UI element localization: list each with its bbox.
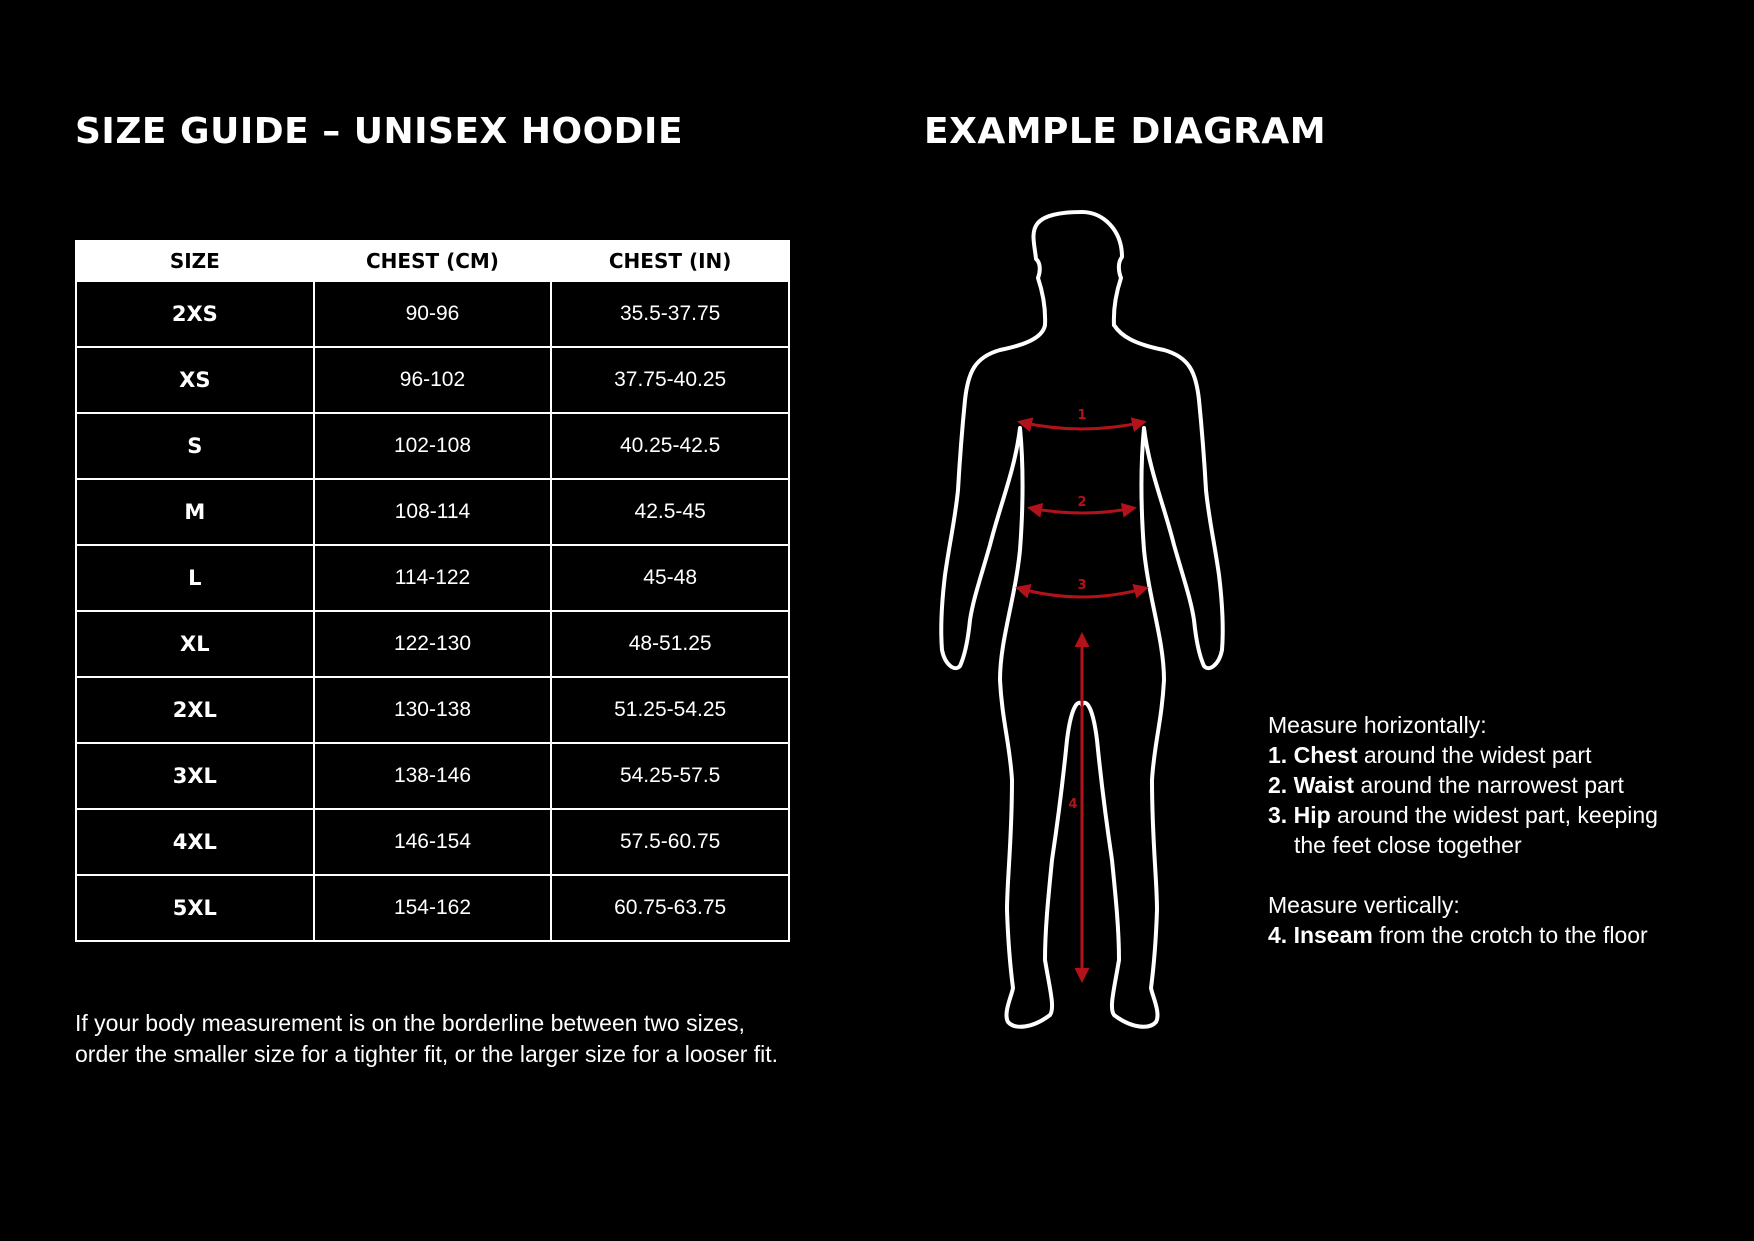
chest-cm-cell: 108-114 [314, 479, 552, 545]
diagram-title: EXAMPLE DIAGRAM [924, 111, 1327, 152]
chest-in-cell: 54.25-57.5 [551, 743, 789, 809]
chest-in-cell: 37.75-40.25 [551, 347, 789, 413]
instruction-hip-name: Hip [1293, 802, 1331, 828]
table-body [76, 281, 789, 941]
instruction-waist-name: Waist [1293, 772, 1355, 798]
body-measurement-diagram [920, 200, 1260, 1040]
chest-cm-cell: 90-96 [314, 281, 552, 347]
chest-cm-cell: 138-146 [314, 743, 552, 809]
chest-cm-cell: 114-122 [314, 545, 552, 611]
marker-label-4: 4 [1068, 797, 1078, 812]
marker-label-2: 2 [1077, 495, 1087, 510]
vertical-heading: Measure vertically: [1268, 892, 1460, 918]
column-header-chest-in: CHEST (IN) [551, 241, 789, 281]
table-row [76, 281, 789, 347]
size-cell: XS [76, 347, 314, 413]
chest-in-cell: 57.5-60.75 [551, 809, 789, 875]
size-cell: L [76, 545, 314, 611]
chest-in-cell: 48-51.25 [551, 611, 789, 677]
instruction-inseam [1268, 920, 1738, 950]
size-cell: M [76, 479, 314, 545]
chest-cm-cell: 154-162 [314, 875, 552, 941]
table-row [76, 545, 789, 611]
chest-cm-cell: 102-108 [314, 413, 552, 479]
chest-in-cell: 45-48 [551, 545, 789, 611]
chest-cm-cell: 146-154 [314, 809, 552, 875]
footnote-line-1: If your body measurement is on the borderline between two sizes, [75, 1010, 745, 1036]
instruction-chest-text: around the widest part [1357, 742, 1592, 768]
instruction-hip-text: around the widest part, keeping [1330, 802, 1658, 828]
instruction-inseam-name: Inseam [1293, 922, 1373, 948]
size-table [75, 240, 790, 942]
instruction-chest [1268, 740, 1738, 770]
chest-cm-cell: 96-102 [314, 347, 552, 413]
column-header-chest-cm: CHEST (CM) [314, 241, 552, 281]
size-cell: 3XL [76, 743, 314, 809]
table-row [76, 611, 789, 677]
size-cell: 2XL [76, 677, 314, 743]
instruction-waist-number: 2. [1268, 772, 1288, 798]
marker-label-1: 1 [1077, 408, 1087, 423]
footnote [75, 1008, 875, 1070]
horizontal-heading: Measure horizontally: [1268, 712, 1487, 738]
table-row [76, 875, 789, 941]
chest-in-cell: 51.25-54.25 [551, 677, 789, 743]
chest-in-cell: 40.25-42.5 [551, 413, 789, 479]
chest-arrow [1020, 422, 1144, 429]
table-row [76, 347, 789, 413]
table-row [76, 677, 789, 743]
size-cell: 5XL [76, 875, 314, 941]
instruction-inseam-text: from the crotch to the floor [1372, 922, 1648, 948]
table-row [76, 809, 789, 875]
instruction-inseam-number: 4. [1268, 922, 1288, 948]
table-header-row [76, 241, 789, 281]
chest-in-cell: 60.75-63.75 [551, 875, 789, 941]
instruction-hip [1268, 800, 1738, 830]
chest-in-cell: 35.5-37.75 [551, 281, 789, 347]
page-title: SIZE GUIDE – UNISEX HOODIE [75, 111, 684, 152]
size-cell: XL [76, 611, 314, 677]
measurement-instructions [1268, 710, 1738, 950]
size-cell: S [76, 413, 314, 479]
table-row [76, 413, 789, 479]
table-row [76, 479, 789, 545]
column-header-size: SIZE [76, 241, 314, 281]
size-cell: 4XL [76, 809, 314, 875]
instruction-waist [1268, 770, 1738, 800]
marker-label-3: 3 [1077, 578, 1087, 593]
chest-cm-cell: 122-130 [314, 611, 552, 677]
instruction-chest-name: Chest [1293, 742, 1358, 768]
instruction-chest-number: 1. [1268, 742, 1288, 768]
footnote-line-2: order the smaller size for a tighter fit, or the larger size for a looser fit. [75, 1041, 779, 1067]
chest-cm-cell: 130-138 [314, 677, 552, 743]
instruction-hip-continuation: the feet close together [1294, 832, 1522, 858]
table-row [76, 743, 789, 809]
size-cell: 2XS [76, 281, 314, 347]
instruction-waist-text: around the narrowest part [1354, 772, 1624, 798]
chest-in-cell: 42.5-45 [551, 479, 789, 545]
instruction-hip-number: 3. [1268, 802, 1288, 828]
